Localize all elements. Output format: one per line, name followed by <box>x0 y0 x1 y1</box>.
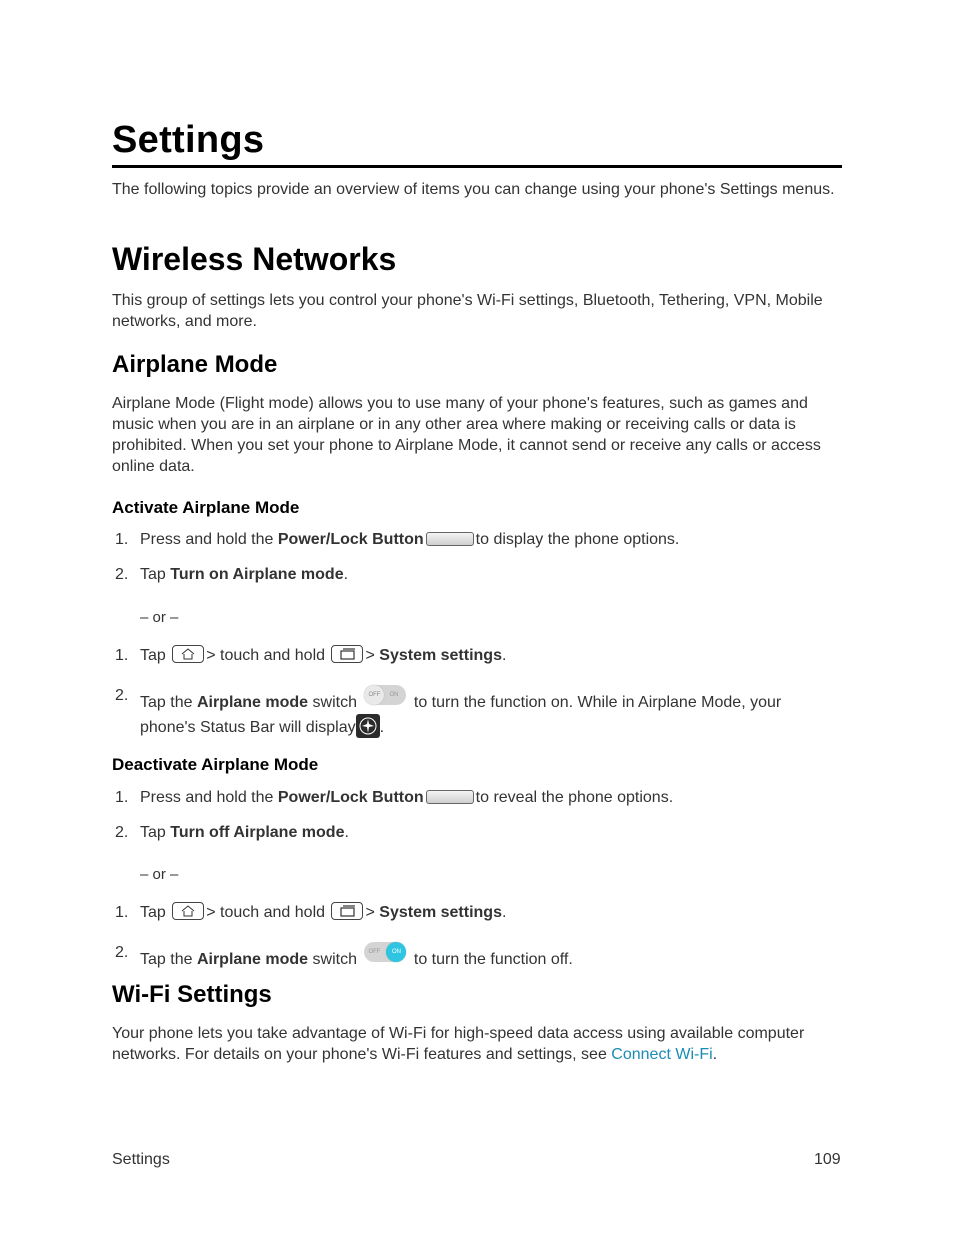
step-number: 1. <box>115 904 129 921</box>
connect-wifi-link[interactable]: Connect Wi-Fi <box>611 1046 713 1063</box>
step-text: Tap the <box>140 951 197 968</box>
recent-apps-key-icon <box>331 902 363 920</box>
deactivate-heading: Deactivate Airplane Mode <box>112 755 319 774</box>
step-number: 2. <box>115 566 129 583</box>
wireless-text: This group of settings lets you control your phone's Wi-Fi settings, Bluetooth, Tethering, VPN, Mobile networks, and more. <box>112 292 823 330</box>
step-text: . <box>379 719 385 736</box>
step-text: > <box>365 904 380 921</box>
step-text: Tap <box>140 566 171 583</box>
step-text: > touch and hold <box>206 647 326 664</box>
wifi-text-line2: networks. For details on your phone's Wi-Fi features and settings, see <box>112 1046 612 1063</box>
step-text: . <box>344 824 349 841</box>
wifi-text-line1: Your phone lets you take advantage of Wi-Fi for high-speed data access using available computer <box>112 1025 805 1042</box>
step-number: 1. <box>115 647 129 664</box>
step-text: Press and hold the <box>140 789 278 806</box>
airplane-heading: Airplane Mode <box>112 351 278 378</box>
power-button-icon <box>426 532 474 546</box>
toggle-label: ON <box>389 692 399 698</box>
or-separator: – or – <box>140 866 179 883</box>
step-text: Press and hold the <box>140 531 278 548</box>
turn-on-label: Turn on Airplane mode <box>170 566 344 583</box>
step-number: 2. <box>115 944 129 961</box>
step-number: 2. <box>115 824 129 841</box>
toggle-knob: ON <box>386 942 406 962</box>
step-text: Tap <box>140 647 166 664</box>
step-text: to display the phone options. <box>475 531 680 548</box>
airplane-text: Airplane Mode (Flight mode) allows you to use many of your phone's features, such as games and music when you are in an airplane or in any other area where making or receiving calls or data is prohibited. When you set your phone to Airplane Mode, it cannot send or receive any calls or access online data. <box>112 395 821 475</box>
wireless-heading: Wireless Networks <box>112 241 397 277</box>
airplane-mode-label: Airplane mode <box>196 951 309 968</box>
airplane-mode-label: Airplane mode <box>196 694 309 711</box>
wifi-heading: Wi-Fi Settings <box>112 981 272 1008</box>
step-text: to turn the function on. While in Airplane Mode, your <box>413 694 782 711</box>
power-lock-label: Power/Lock Button <box>277 789 424 806</box>
system-settings-label: System settings <box>379 904 502 921</box>
turn-off-label: Turn off Airplane mode <box>170 824 345 841</box>
toggle-off-icon <box>364 685 406 705</box>
step-text: phone's Status Bar will display <box>140 719 356 736</box>
step-text: . <box>501 647 507 664</box>
step-text: . <box>501 904 507 921</box>
toggle-label: OFF <box>368 949 381 955</box>
step-text: to reveal the phone options. <box>475 789 674 806</box>
toggle-on-icon <box>364 942 406 962</box>
intro-text: The following topics provide an overview of items you can change using your phone's Settings menus. <box>112 181 835 198</box>
step-text: switch <box>308 951 357 968</box>
step-text: > <box>365 647 380 664</box>
or-separator: – or – <box>140 609 179 626</box>
system-settings-label: System settings <box>379 647 502 664</box>
step-text: Tap <box>140 824 171 841</box>
home-key-icon <box>172 645 204 663</box>
toggle-knob: OFF <box>364 685 384 705</box>
step-text: to turn the function off. <box>413 951 573 968</box>
step-number: 1. <box>115 789 129 806</box>
footer-page-number: 109 <box>814 1151 841 1168</box>
activate-heading: Activate Airplane Mode <box>112 498 300 517</box>
step-text: switch <box>308 694 357 711</box>
wifi-text <box>112 1023 842 1065</box>
step-text: Tap the <box>140 694 197 711</box>
airplane-status-icon <box>356 714 380 738</box>
recent-apps-key-icon <box>331 645 363 663</box>
power-lock-label: Power/Lock Button <box>277 531 424 548</box>
step-number: 1. <box>115 531 129 548</box>
step-text: Tap <box>140 904 166 921</box>
wifi-text-end: . <box>712 1046 718 1063</box>
step-number: 2. <box>115 687 129 704</box>
home-key-icon <box>172 902 204 920</box>
page-title: Settings <box>112 119 265 161</box>
power-button-icon <box>426 790 474 804</box>
step-text: > touch and hold <box>206 904 326 921</box>
title-rule <box>112 165 842 168</box>
step-text: . <box>343 566 349 583</box>
footer-section: Settings <box>112 1151 170 1168</box>
